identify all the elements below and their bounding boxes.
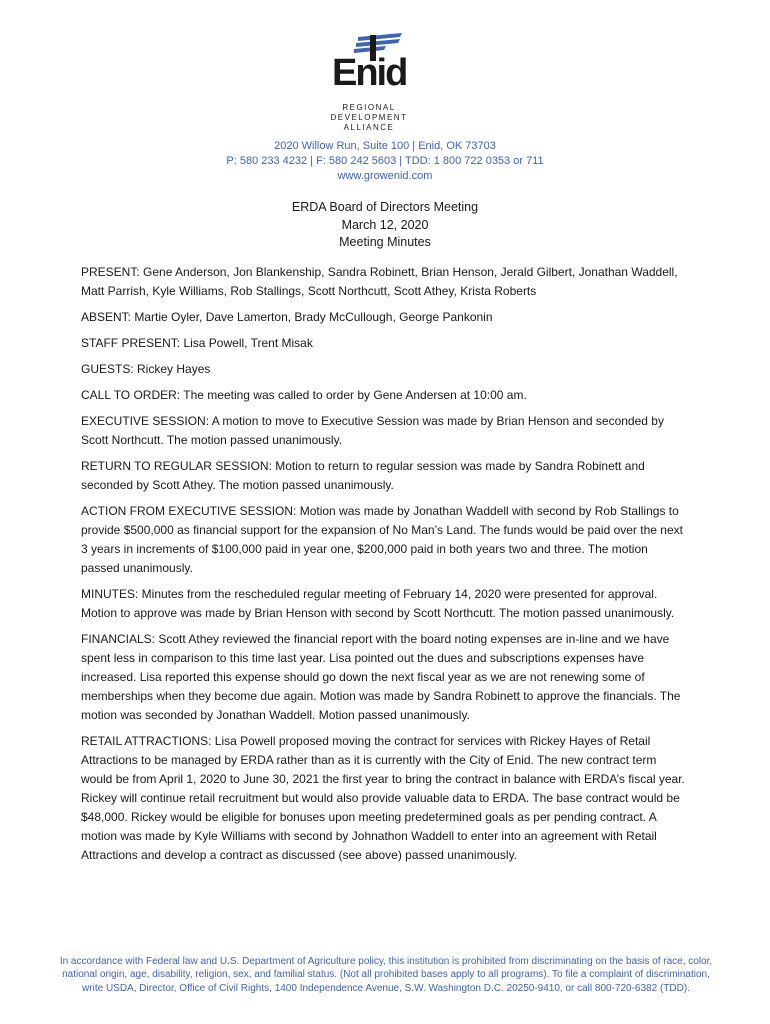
- logo-sub-line2: DEVELOPMENT: [330, 113, 408, 122]
- present-paragraph: PRESENT: Gene Anderson, Jon Blankenship, Sandra Robinett, Brian Henson, Jerald Gilbert, Jonathan Waddell, Matt Parrish, Kyle Williams, Rob Stallings, Scott Northcutt, Scott Athey, Krista Roberts: [81, 265, 678, 298]
- absent-paragraph: ABSENT: Martie Oyler, Dave Lamerton, Brady McCullough, George Pankonin: [81, 310, 493, 324]
- nondiscrimination-footer: In accordance with Federal law and U.S. Department of Agriculture policy, this institution is prohibited from discriminating on the basis of race, color, national origin, age, disability, religion, sex, and familial status. (Not all prohibited bases apply to all programs). To file a complaint of discrimination, write USDA, Director, Office of Civil Rights, 1400 Independence Avenue, S.W. Washington D.C. 20250-9410, or call 800-720-6382 (TDD).: [59, 956, 713, 994]
- staff-paragraph: STAFF PRESENT: Lisa Powell, Trent Misak: [81, 336, 313, 350]
- logo-sub-line3: ALLIANCE: [343, 123, 395, 132]
- document-title: ERDA Board of Directors Meeting: [291, 200, 479, 214]
- logo-subtitle: [322, 103, 416, 133]
- guests-paragraph: GUESTS: Rickey Hayes: [81, 362, 211, 376]
- logo-sub-line1: REGIONAL: [342, 103, 396, 112]
- contact-website[interactable]: www.growenid.com: [337, 170, 433, 182]
- erda-logo: [322, 33, 452, 133]
- logo-wordmark: Enid: [332, 52, 407, 94]
- meeting-date: March 12, 2020: [341, 217, 429, 232]
- minutes-body: [81, 263, 689, 872]
- contact-info: [0, 139, 770, 184]
- retail-paragraph: RETAIL ATTRACTIONS: Lisa Powell proposed moving the contract for services with Rickey Hayes of Retail Attractions to be managed by ERDA rather than as it is currently with the City of Enid. The new contract term would be from April 1, 2020 to June 30, 2021 the first year to bring the contract in balance with ERDA’s fiscal year. Rickey will continue retail recruitment but would also provide valuable data to ERDA. The base contract would be $48,000. Rickey would be eligible for bonuses upon meeting predetermined goals as per pending contract. A motion was made by Kyle Williams with second by Johnathon Waddell to enter into an agreement with Retail Attractions and develop a contract as discussed (see above) passed unanimously.: [81, 734, 685, 862]
- minutes-paragraph: MINUTES: Minutes from the rescheduled regular meeting of February 14, 2020 were presented for approval. Motion to approve was made by Brian Henson with second by Scott Northcutt. The motion passed unanimously.: [81, 587, 675, 620]
- document-heading: [0, 199, 770, 252]
- contact-phones: P: 580 233 4232 | F: 580 242 5603 | TDD: 1 800 722 0353 or 711: [226, 155, 544, 167]
- call-to-order-paragraph: CALL TO ORDER: The meeting was called to order by Gene Andersen at 10:00 am.: [81, 388, 527, 402]
- action-paragraph: ACTION FROM EXECUTIVE SESSION: Motion was made by Jonathan Waddell with second by Rob Stallings to provide $500,000 as financial support for the expansion of No Man’s Land. The funds would be paid over the next 3 years in increments of $100,000 paid in year one, $200,000 paid in both years two and three. The motion passed unanimously.: [81, 504, 683, 575]
- executive-session-paragraph: EXECUTIVE SESSION: A motion to move to Executive Session was made by Brian Henson and seconded by Scott Northcutt. The motion passed unanimously.: [81, 414, 664, 447]
- return-session-paragraph: RETURN TO REGULAR SESSION: Motion to return to regular session was made by Sandra Robinett and seconded by Scott Athey. The motion passed unanimously.: [81, 459, 645, 492]
- financials-paragraph: FINANCIALS: Scott Athey reviewed the financial report with the board noting expenses are in-line and we have spent less in comparison to this time last year. Lisa pointed out the dues and subscriptions expenses have increased. Lisa reported this expense should go down the next fiscal year as we are not renewing some of memberships when they become due again. Motion was made by Sandra Robinett to approve the financials. The motion was seconded by Jonathan Waddell. Motion passed unanimously.: [81, 632, 681, 722]
- document-subtitle: Meeting Minutes: [339, 235, 431, 249]
- contact-address: 2020 Willow Run, Suite 100 | Enid, OK 73703: [274, 140, 496, 152]
